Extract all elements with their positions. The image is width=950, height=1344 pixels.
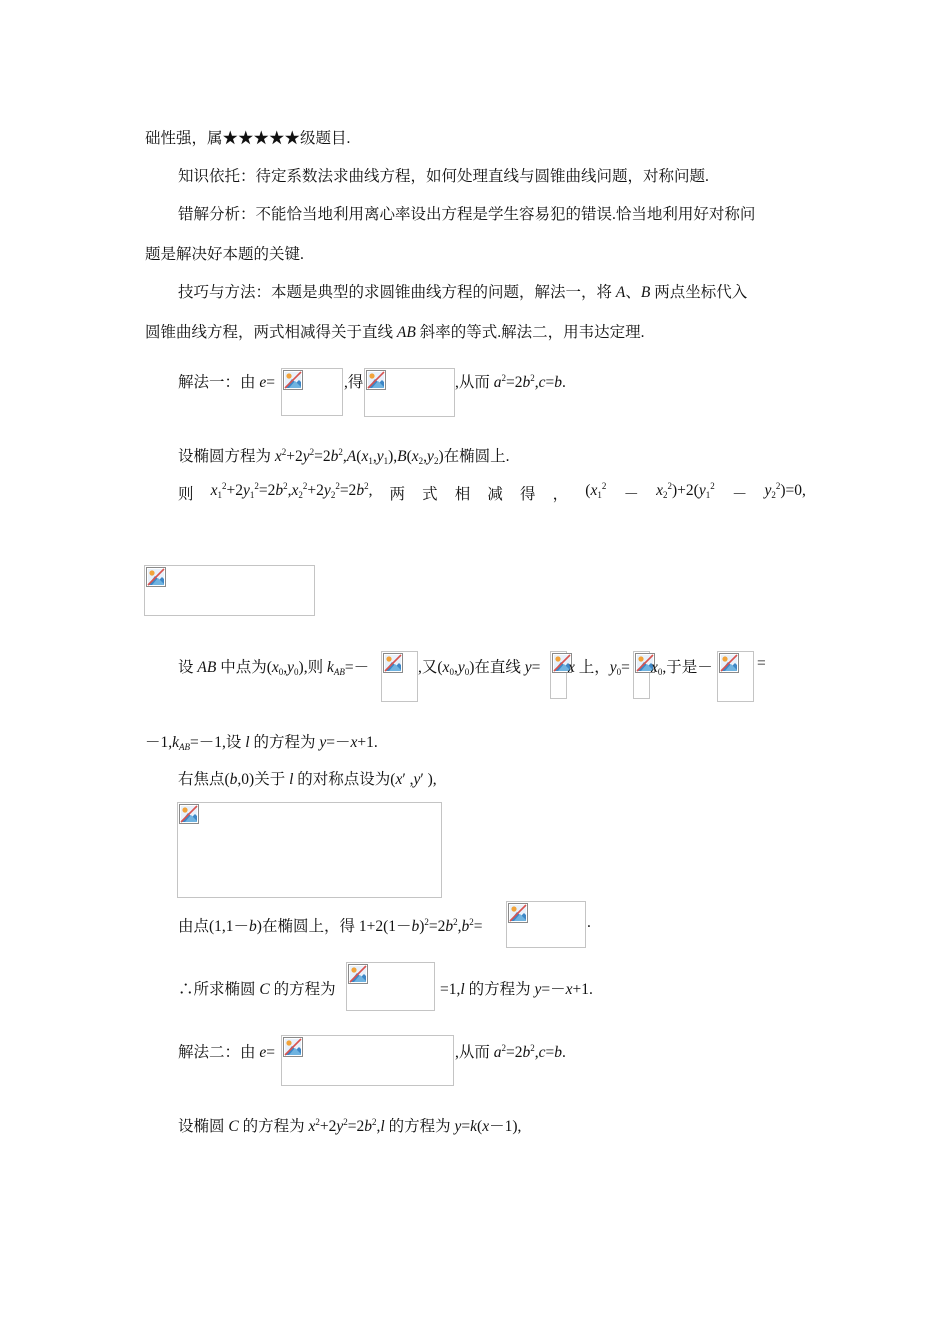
formula-image [364, 368, 455, 417]
text-line: 由点(1,1－b)在椭圆上，得 $1+2(1-b)^2=2b^2,b^2=$ [178, 917, 483, 935]
text-line: $-1,k_{AB}=-1$,设 l 的方程为 y=－x+1. [145, 734, 378, 752]
text-line: ,从而 $a^2=2b^2,c=b$. [455, 373, 566, 391]
formula-image [506, 901, 586, 948]
formula-image [281, 368, 343, 416]
broken-image-icon [283, 1037, 303, 1057]
text-line: = [757, 655, 766, 672]
text-line: 则 $x_1^2+2y_1^2=2b^2,x_2^2+2y_2^2=2b^2$, 两 式 相 减 得 ， ($x_1^2$ － $x_2^2)+2(y_1^2$ － $y_2^2)=0$, [178, 481, 806, 503]
broken-image-icon [366, 370, 386, 390]
text-line: 右焦点(b,0)关于 l 的对称点设为(x′ ,y′ ), [178, 771, 437, 788]
text-line: ∴所求椭圆 C 的方程为 [178, 981, 336, 998]
text-line: ,从而 $a^2=2b^2,c=b$. [455, 1043, 566, 1061]
broken-image-icon [283, 370, 303, 390]
text-line: 解法二：由 e= [178, 1044, 276, 1061]
formula-image [177, 802, 442, 898]
text-line: 设 AB 中点为$(x_0,y_0)$,则 $k_{AB}=-$ [178, 659, 370, 677]
text-line: 题是解决好本题的关键. [145, 246, 304, 263]
formula-image [550, 651, 567, 699]
broken-image-icon [348, 964, 368, 984]
formula-image [281, 1035, 454, 1086]
formula-image [346, 962, 435, 1011]
text-line: . [587, 914, 591, 931]
formula-image [717, 651, 754, 702]
text-line: x 上，$y_0=$ [568, 659, 630, 677]
text-line: ,又$(x_0,y_0)$在直线 y= [418, 659, 541, 677]
formula-image [381, 651, 418, 702]
broken-image-icon [179, 804, 199, 824]
formula-image [633, 651, 650, 699]
broken-image-icon [719, 653, 739, 673]
text-line: ,得 [344, 374, 364, 391]
broken-image-icon [146, 567, 166, 587]
text-line: 技巧与方法：本题是典型的求圆锥曲线方程的问题，解法一，将 A、B 两点坐标代入 [178, 284, 748, 301]
text-line: 圆锥曲线方程，两式相减得关于直线 AB 斜率的等式.解法二，用韦达定理. [145, 324, 645, 341]
text-line: 础性强，属★★★★★级题目. [145, 130, 351, 147]
broken-image-icon [508, 903, 528, 923]
text-line: 设椭圆方程为 $x^2+2y^2=2b^2,A(x_1,y_1),B(x_2,y_2)$在椭圆上. [178, 447, 510, 466]
text-line: =1,l 的方程为 y=－x+1. [440, 981, 593, 998]
text-line: 解法一：由 e= [178, 374, 276, 391]
text-line: 知识依托：待定系数法求曲线方程，如何处理直线与圆锥曲线问题，对称问题. [178, 168, 709, 185]
broken-image-icon [383, 653, 403, 673]
text-line: 错解分析：不能恰当地利用离心率设出方程是学生容易犯的错误.恰当地利用好对称问 [178, 206, 756, 223]
text-line: 设椭圆 C 的方程为 $x^2+2y^2=2b^2,l$ 的方程为 y=k(x－1), [178, 1117, 522, 1135]
text-line: $x_0$,于是－ [651, 659, 713, 677]
rating-stars: ★★★★★ [222, 130, 301, 147]
formula-image [144, 565, 315, 616]
